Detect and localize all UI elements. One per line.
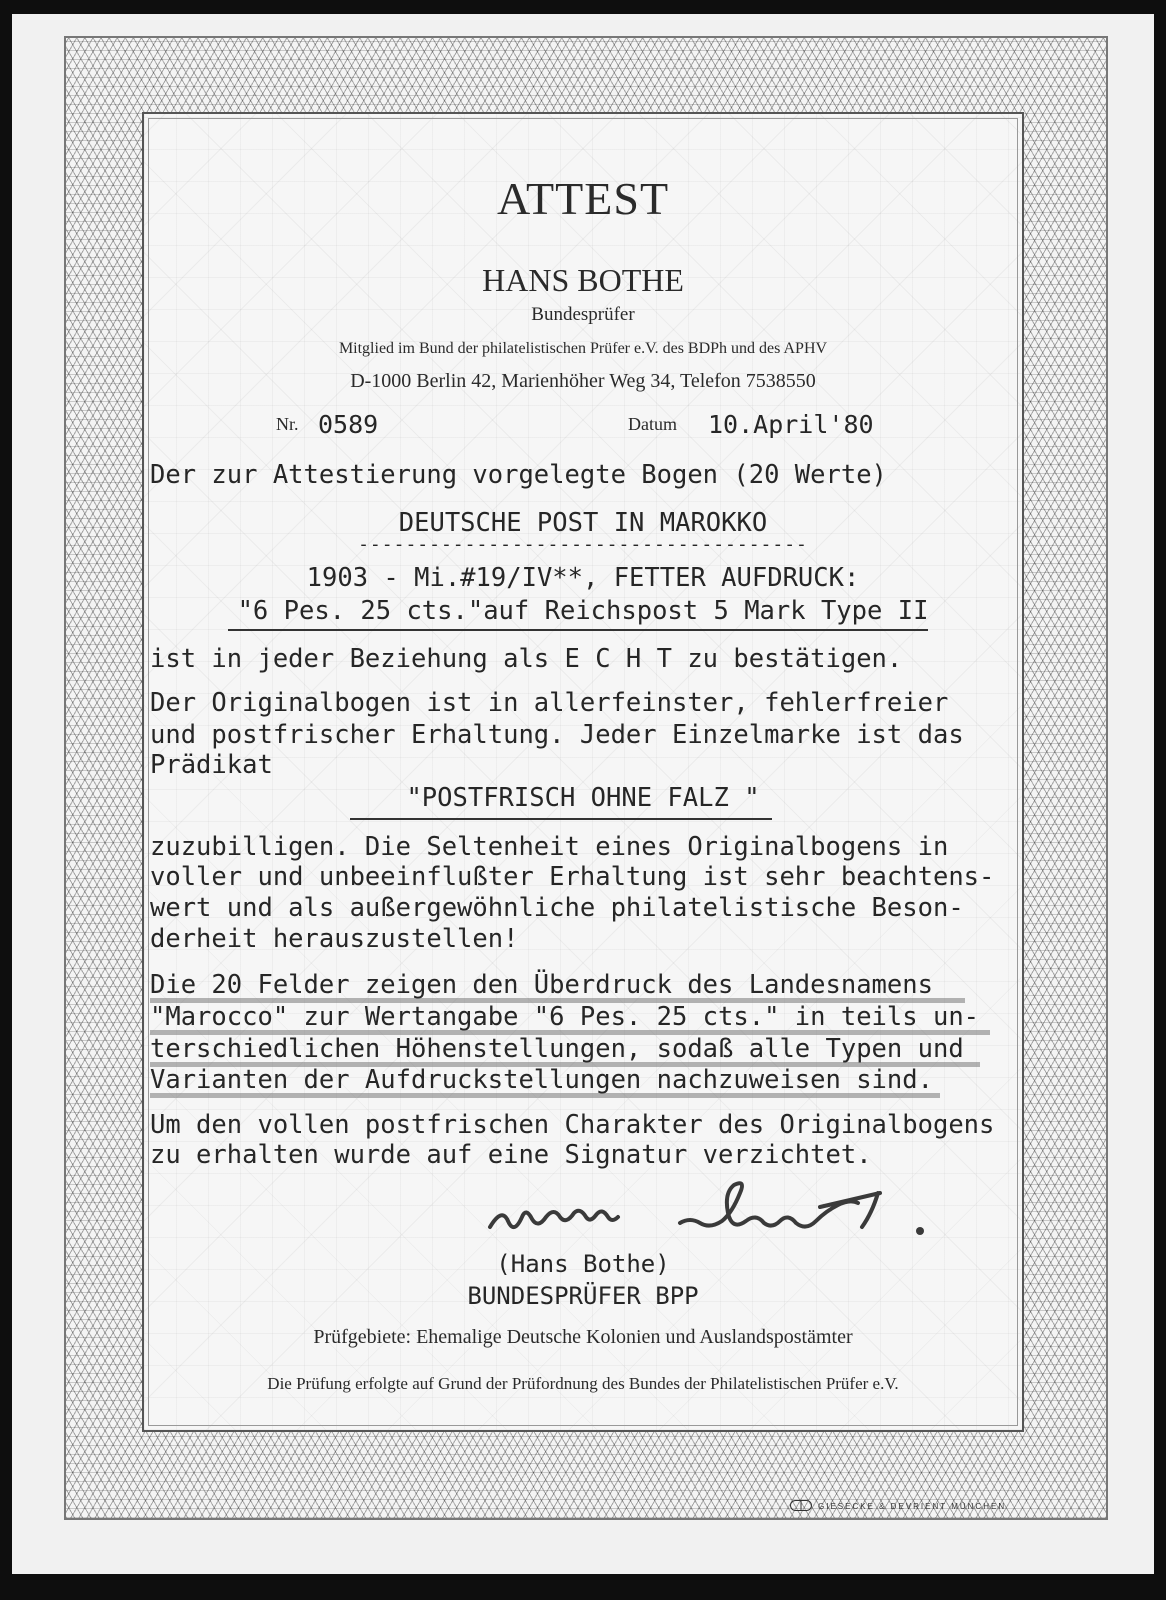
body-line-3: 1903 - Mi.#19/IV**, FETTER AUFDRUCK: <box>306 563 860 593</box>
date-label: Datum <box>628 414 677 434</box>
body-line-17: Varianten der Aufdruckstellungen nachzuweisen sind. <box>150 1065 933 1095</box>
signer-title: BUNDESPRÜFER BPP <box>467 1282 699 1310</box>
underline-rule-2 <box>350 818 772 820</box>
handwritten-signature <box>480 1175 950 1255</box>
signer-name: (Hans Bothe) <box>496 1250 670 1278</box>
body-line-4: "6 Pes. 25 cts."auf Reichspost 5 Mark Type II <box>237 596 929 626</box>
body-line-6: Der Originalbogen ist in allerfeinster, fehlerfreier <box>150 688 949 718</box>
body-line-13: derheit herauszustellen! <box>150 924 519 954</box>
body-line-1: Der zur Attestierung vorgelegte Bogen (20 Werte) <box>150 460 887 490</box>
body-line-15: "Marocco" zur Wertangabe "6 Pes. 25 cts." in teils un- <box>150 1002 980 1032</box>
printer-imprint: GIESECKE & DEVRIENT MÜNCHEN <box>818 1502 1007 1511</box>
body-line-2: DEUTSCHE POST IN MAROKKO <box>398 508 768 538</box>
examination-basis: Die Prüfung erfolgte auf Grund der Prüfordnung des Bundes der Philatelistischen Prüfer e.V. <box>267 1374 899 1393</box>
body-line-7: und postfrischer Erhaltung. Jeder Einzelmarke ist das <box>150 720 964 750</box>
dash-rule: -------------------------------------- <box>358 534 808 555</box>
membership-line: Mitglied im Bund der philatelistischen Prüfer e.V. des BDPh und des APHV <box>338 340 828 357</box>
body-line-5: ist in jeder Beziehung als E C H T zu bestätigen. <box>150 644 903 674</box>
body-line-10: zuzubilligen. Die Seltenheit eines Originalbogens in <box>150 832 949 862</box>
body-line-19: zu erhalten wurde auf eine Signatur verzichtet. <box>150 1140 872 1170</box>
underline-rule <box>228 629 928 631</box>
certificate-title: ATTEST <box>496 173 670 224</box>
body-line-16: terschiedlichen Höhenstellungen, sodaß alle Typen und <box>150 1034 964 1064</box>
body-line-8: Prädikat <box>150 750 273 780</box>
printer-logo-icon <box>790 1500 812 1511</box>
number-value: 0589 <box>318 410 379 439</box>
body-line-11: voller und unbeeinflußter Erhaltung ist sehr beachtens- <box>150 862 995 892</box>
date-value: 10.April'80 <box>708 410 874 439</box>
body-line-14: Die 20 Felder zeigen den Überdruck des Landesnamens <box>150 970 933 1000</box>
number-label: Nr. <box>276 414 299 434</box>
body-line-9: "POSTFRISCH OHNE FALZ " <box>406 783 760 813</box>
examiner-name: HANS BOTHE <box>482 262 684 298</box>
examiner-role: Bundesprüfer <box>531 304 635 325</box>
body-line-18: Um den vollen postfrischen Charakter des Originalbogens <box>150 1110 995 1140</box>
body-line-12: wert und als außergewöhnliche philatelistische Beson- <box>150 893 964 923</box>
address-line: D-1000 Berlin 42, Marienhöher Weg 34, Telefon 7538550 <box>350 370 816 392</box>
examination-areas: Prüfgebiete: Ehemalige Deutsche Kolonien und Auslandspostämter <box>313 1326 853 1348</box>
